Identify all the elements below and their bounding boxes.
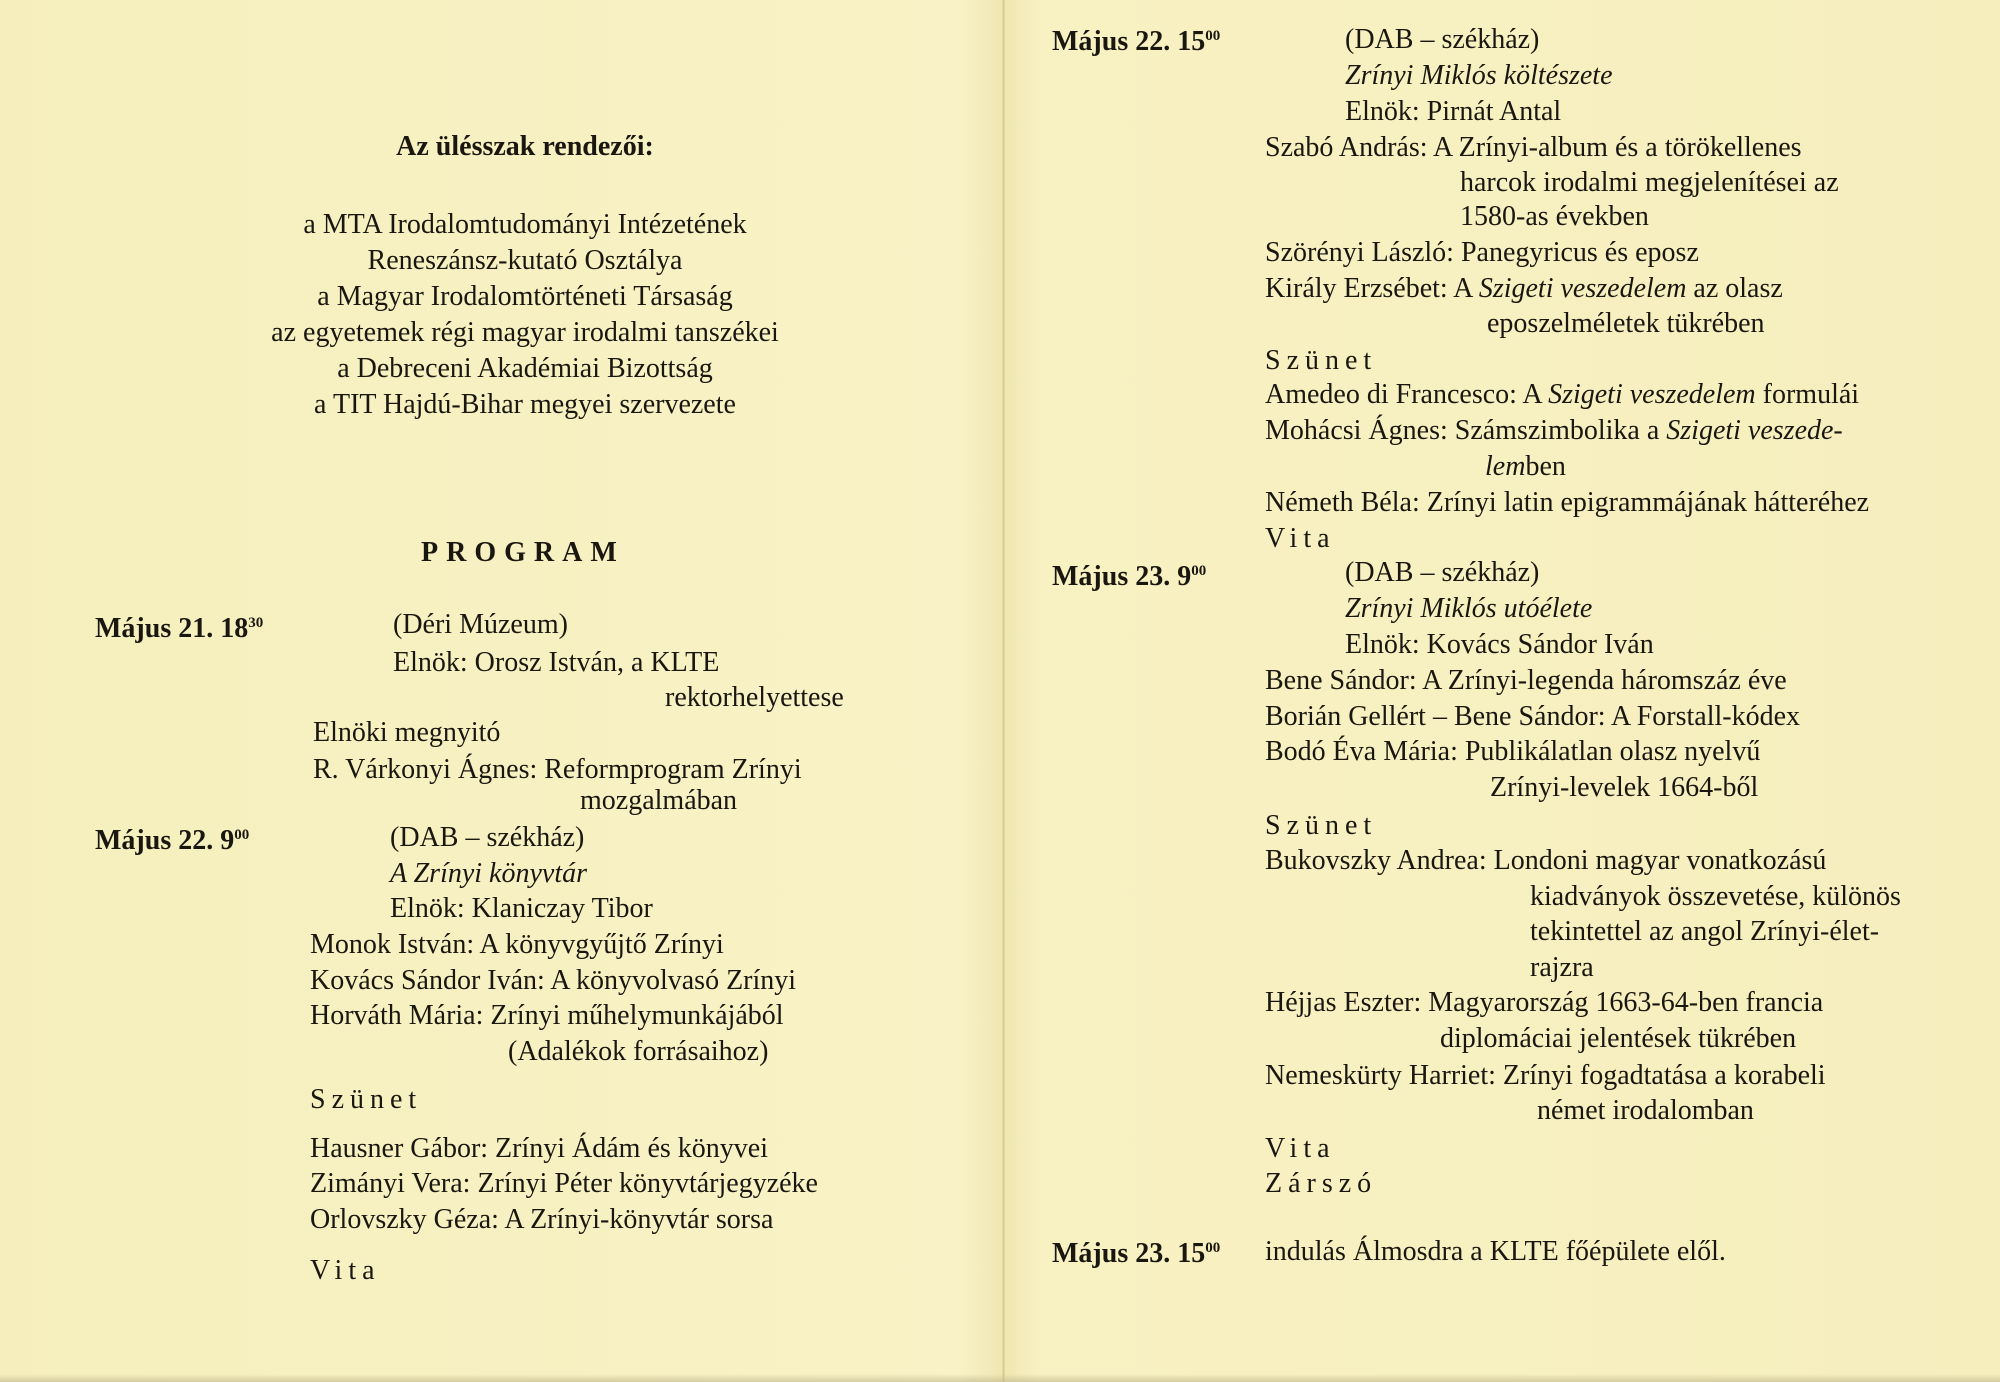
discussion-label: Vita bbox=[1265, 1133, 1336, 1164]
session-date: Május 22. $15^{00}$ bbox=[1052, 26, 1221, 57]
talk-item: Orlovszky Géza: A Zrínyi-könyvtár sorsa bbox=[310, 1204, 774, 1235]
talk-item-cont: (Adalékok forrásaihoz) bbox=[508, 1036, 769, 1067]
organizer-line: a Magyar Irodalomtörténeti Társaság bbox=[317, 281, 733, 312]
session-chair: Elnök: Pirnát Antal bbox=[1345, 96, 1562, 127]
talk-item-cont: rajzra bbox=[1530, 952, 1594, 983]
session-theme: A Zrínyi könyvtár bbox=[390, 858, 588, 889]
talk-item: Bukovszky Andrea: Londoni magyar vonatkozású bbox=[1265, 845, 1827, 876]
session-venue: (Déri Múzeum) bbox=[393, 609, 568, 640]
talk-item: Szörényi László: Panegyricus és eposz bbox=[1265, 237, 1699, 268]
session-date: Május 23. $15^{00}$ bbox=[1052, 1238, 1221, 1269]
session-theme: Zrínyi Miklós költészete bbox=[1345, 60, 1613, 91]
talk-item-cont: tekintettel az angol Zrínyi-élet- bbox=[1530, 916, 1880, 947]
talk-item-cont: kiadványok összevetése, különös bbox=[1530, 881, 1901, 912]
talk-item: Zimányi Vera: Zrínyi Péter könyvtárjegyzéke bbox=[310, 1168, 818, 1199]
closing-label: Zárszó bbox=[1265, 1168, 1378, 1199]
talk-item: Horváth Mária: Zrínyi műhelymunkájából bbox=[310, 1000, 784, 1031]
talk-item: Németh Béla: Zrínyi latin epigrammájának hátteréhez bbox=[1265, 487, 1870, 518]
talk-item: Nemeskürty Harriet: Zrínyi fogadtatása a korabeli bbox=[1265, 1060, 1826, 1091]
talk-item-cont: harcok irodalmi megjelenítései az bbox=[1460, 167, 1839, 198]
excursion-note: indulás Álmosdra a KLTE főépülete elől. bbox=[1265, 1236, 1726, 1267]
organizer-line: a Debreceni Akadémiai Bizottság bbox=[337, 353, 713, 384]
organizers-title: Az ülésszak rendezői: bbox=[396, 131, 654, 162]
talk-item: Bene Sándor: A Zrínyi-legenda háromszáz éve bbox=[1265, 665, 1787, 696]
talk-item: Héjjas Eszter: Magyarország 1663-64-ben francia bbox=[1265, 987, 1824, 1018]
break-label: Szünet bbox=[1265, 810, 1378, 841]
talk-item: Szabó András: A Zrínyi-album és a törökellenes bbox=[1265, 132, 1802, 163]
center-fold bbox=[1002, 0, 1005, 1382]
discussion-label: Vita bbox=[1265, 523, 1336, 554]
session-chair: Elnök: Kovács Sándor Iván bbox=[1345, 629, 1654, 660]
session-chair-cont: rektorhelyettese bbox=[665, 682, 844, 713]
talk-item: Hausner Gábor: Zrínyi Ádám és könyvei bbox=[310, 1133, 768, 1164]
break-label: Szünet bbox=[1265, 345, 1378, 376]
discussion-label: Vita bbox=[310, 1255, 381, 1286]
session-theme: Zrínyi Miklós utóélete bbox=[1345, 593, 1593, 624]
talk-item-cont: Zrínyi-levelek 1664-ből bbox=[1490, 772, 1759, 803]
session-venue: (DAB – székház) bbox=[1345, 557, 1540, 588]
talk-item: Monok István: A könyvgyűjtő Zrínyi bbox=[310, 929, 724, 960]
organizer-line: a TIT Hajdú-Bihar megyei szervezete bbox=[314, 389, 736, 420]
talk-item: Király Erzsébet: A Szigeti veszedelem az olasz bbox=[1265, 273, 1783, 304]
talk-item-cont: német irodalomban bbox=[1537, 1095, 1754, 1126]
paper-edge bbox=[0, 1374, 2000, 1382]
program-title: PROGRAM bbox=[421, 537, 625, 568]
organizer-line: Reneszánsz-kutató Osztálya bbox=[367, 245, 683, 276]
session-venue: (DAB – székház) bbox=[1345, 24, 1540, 55]
session-venue: (DAB – székház) bbox=[390, 822, 585, 853]
talk-item-cont: mozgalmában bbox=[580, 785, 738, 816]
talk-item-cont: eposzelméletek tükrében bbox=[1487, 308, 1765, 339]
session-chair: Elnök: Klaniczay Tibor bbox=[390, 893, 653, 924]
organizer-line: a MTA Irodalomtudományi Intézetének bbox=[303, 209, 747, 240]
talk-item: R. Várkonyi Ágnes: Reformprogram Zrínyi bbox=[313, 754, 802, 785]
session-date: Május 22. $9^{00}$ bbox=[95, 825, 250, 856]
talk-item: Amedeo di Francesco: A Szigeti veszedelem formulái bbox=[1265, 379, 1860, 410]
talk-item-cont: lemben bbox=[1485, 451, 1566, 482]
break-label: Szünet bbox=[310, 1084, 423, 1115]
opening-speech: Elnöki megnyitó bbox=[313, 717, 501, 748]
talk-item: Mohácsi Ágnes: Számszimbolika a Szigeti veszede- bbox=[1265, 415, 1843, 446]
talk-item-cont: diplomáciai jelentések tükrében bbox=[1440, 1023, 1797, 1054]
organizer-line: az egyetemek régi magyar irodalmi tanszékei bbox=[271, 317, 779, 348]
talk-item: Kovács Sándor Iván: A könyvolvasó Zrínyi bbox=[310, 965, 797, 996]
session-chair: Elnök: Orosz István, a KLTE bbox=[393, 647, 720, 678]
talk-item: Borián Gellért – Bene Sándor: A Forstall-kódex bbox=[1265, 701, 1801, 732]
session-date: Május 21. $18^{30}$ bbox=[95, 613, 264, 644]
session-date: Május 23. $9^{00}$ bbox=[1052, 561, 1207, 592]
talk-item-cont: 1580-as években bbox=[1460, 201, 1649, 232]
talk-item: Bodó Éva Mária: Publikálatlan olasz nyelvű bbox=[1265, 736, 1761, 767]
